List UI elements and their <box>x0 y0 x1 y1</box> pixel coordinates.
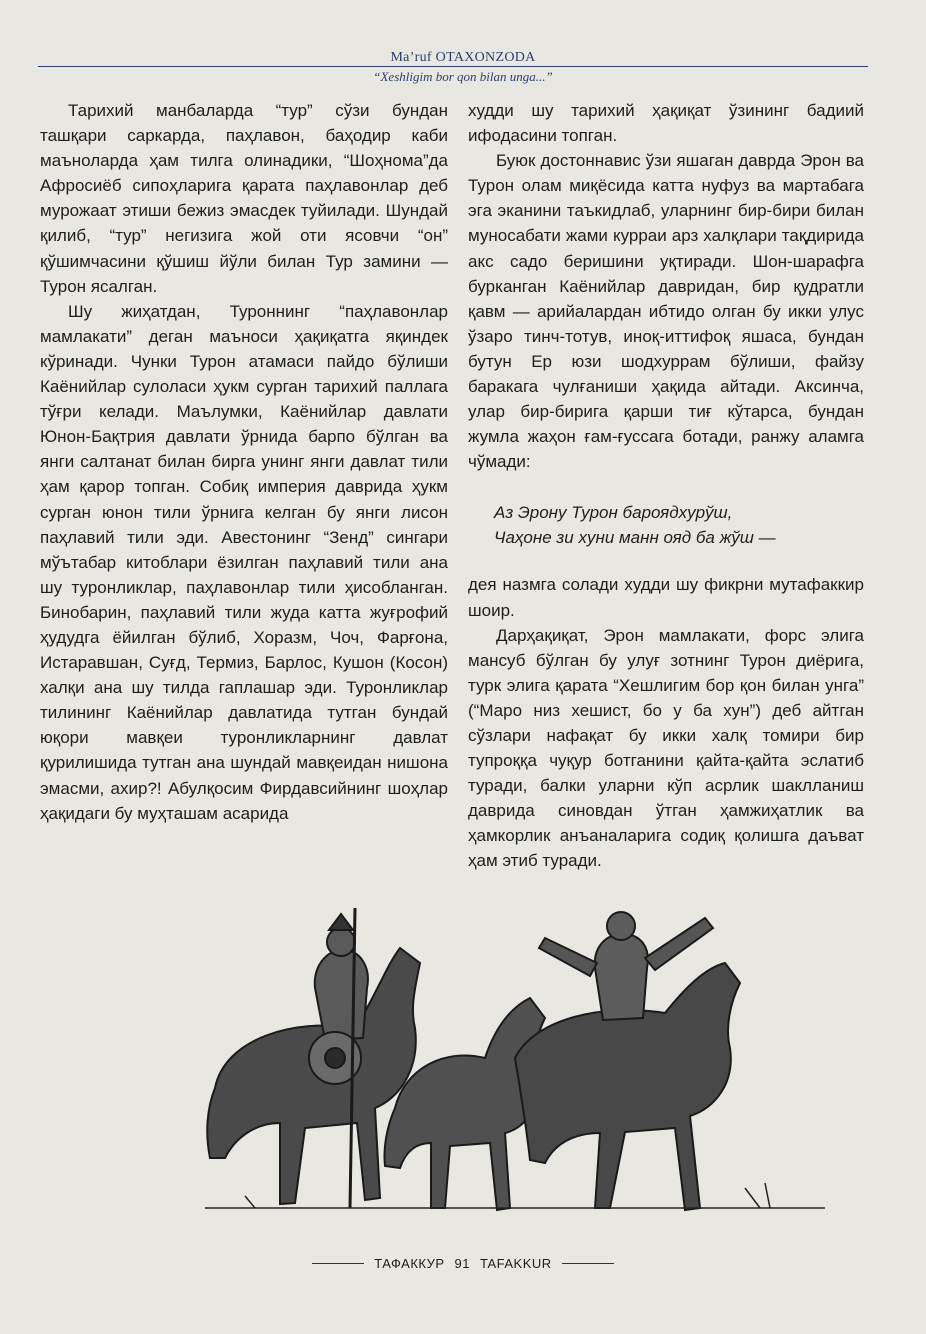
page-footer <box>0 1256 926 1271</box>
footer-title-latin: TAFAKKUR <box>480 1256 552 1271</box>
header-subtitle: “Xeshligim bor qon bilan unga...” <box>373 69 553 84</box>
verse-line: Аз Эрону Турон бароядхурўш, <box>494 503 733 523</box>
header-divider <box>38 66 868 67</box>
footer-divider-left <box>312 1263 364 1264</box>
verse-quote <box>494 500 864 550</box>
paragraph: Дарҳақиқат, Эрон мамлакати, форс элига мансуб бўлган бу улуғ зотнинг Турон диёрига, турк элига қарата “Хешлигим бор қон билан унга” (“Маро низ хешист, бо у ба хун”) деб айтган сўзлари нафақат бу икки халқ томири бир тупроққа чуқур ботганини қайта-қайта эслатиб туради, балки уларни кўп асрлик шаклланиш даврида синовдан ўтган ҳамжиҳатлик ва ҳамкорлик анъаналарига содиқ қолишга даъват ҳам этиб туради. <box>468 625 864 871</box>
page-number: 91 <box>454 1256 471 1271</box>
verse-line: Чаҳоне зи хуни манн ояд ба жўш — <box>494 528 776 548</box>
paragraph: дея назмга солади худди шу фикрни мутафаккир шоир. <box>468 575 864 620</box>
paragraph: Буюк достоннавис ўзи яшаган даврда Эрон ва Турон олам миқёсида катта нуфуз ва мартабага эга эканини таъкидлаб, уларнинг бир-бири билан муносабати жами курраи арз халқлари тақдирида акс садо беришини уқтиради. Шон-шарафга бурканган Каёнийлар давридан, бир қудратли қавм — арийалардан ибтидо олган бу икки улус ўзаро тинч-тотув, иноқ-иттифоқ яшаса, бундан бутун Ер юзи шодхуррам бўлиши, файзу баракага чулғаниши ҳақида айтади. Аксинча, улар бир-бирига қарши тиғ кўтарса, бундан жумла жаҳон ғам-ғуссага ботади, ранжу аламга чўмади: <box>468 151 864 472</box>
header-author: Ma’ruf OTAXONZODA <box>390 50 536 65</box>
right-column <box>468 98 864 874</box>
paragraph: Тарихий манбаларда “тур” сўзи бундан ташқари саркарда, паҳлавон, баҳодир каби маъноларда ҳам тилга олинадики, “Шоҳнома”да Афросиёб сипоҳларига қарата паҳлавонлар деб мурожаат этиши бежиз эмасдек туйилади. Шундай қилиб, “тур” негизига жой оти ясовчи “он” қўшимчасини қўшиш йўли билан Тур замини — Турон ясалган. <box>40 101 448 296</box>
left-column <box>40 98 448 826</box>
mounted-warriors-engraving-icon <box>185 908 845 1228</box>
footer-title-cyrillic: ТАФАККУР <box>374 1256 445 1271</box>
paragraph: Шу жиҳатдан, Туроннинг “паҳлавонлар мамлакати” деган маъноси ҳақиқатга яқиндек кўринади. Чунки Турон атамаси пайдо бўлиши Каёнийлар сулоласи ҳукм сурган тарихий паллага тўғри келади. Маълумки, Каёнийлар давлати Юнон-Бақтрия давлати ўрнида барпо бўлган ва янги салтанат билан бирга унинг янги давлат тили ҳам қарор топган. Собиқ империя даврида ҳукм сурган юнон тили ўрнига келган бу янги лисон паҳлавий тили эди. Авестонинг “Зенд” сингари мўътабар китоблари ёзилган паҳлавий тили ана шу туронликлар, паҳлавонлар тили ҳисобланган. Бинобарин, паҳлавий тили жуда катта жуғрофий ҳудудга ёйилган бўлиб, Хоразм, Чоч, Фарғона, Истаравшан, Суғд, Термиз, Барлос, Кушон (Косон) халқи ана шу тилда гаплашар эди. Туронликлар тилининг Каёнийлар давлатида тутган бундай юқори мавқеи туронликларнинг давлат қурилишида тутган ана шундай мавқеидан нишона эмасми, ахир?! Абулқосим Фирдавсийнинг шоҳлар ҳақидаги бу муҳташам асарида <box>40 301 448 823</box>
footer-divider-right <box>562 1263 614 1264</box>
paragraph: худди шу тарихий ҳақиқат ўзининг бадиий ифодасини топган. <box>468 101 864 146</box>
